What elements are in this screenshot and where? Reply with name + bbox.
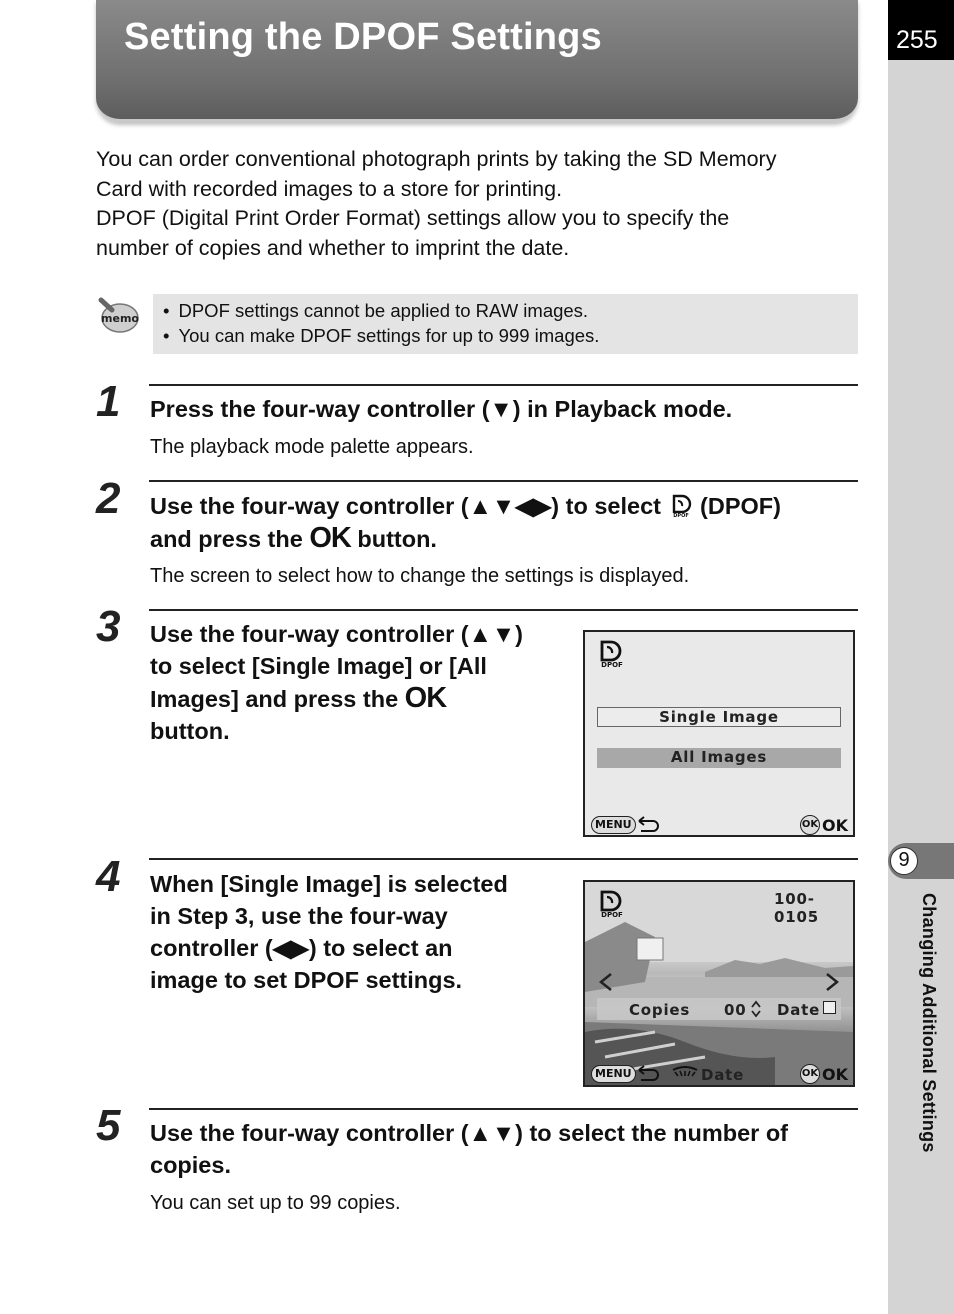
step-number: 5 (96, 1101, 121, 1150)
step-title-part: button. (357, 526, 437, 552)
step-title (150, 618, 570, 747)
memo-box (153, 294, 858, 354)
step-number: 3 (96, 602, 121, 651)
step-divider (149, 1108, 858, 1110)
step-title (150, 490, 860, 555)
menu-option-single-image[interactable]: Single Image (597, 707, 841, 727)
step-description: The screen to select how to change the settings is displayed. (150, 565, 690, 587)
step-title-part: (DPOF) (700, 493, 781, 519)
memo-item: • You can make DPOF settings for up to 999 images. (163, 323, 848, 348)
chapter-number: 9 (890, 847, 918, 875)
date-checkbox[interactable] (823, 1001, 836, 1014)
step-title (150, 868, 570, 996)
dpof-icon (597, 890, 627, 918)
file-number: 100-0105 (774, 890, 819, 926)
dial-date-label: Date (701, 1066, 745, 1084)
chevron-right-icon[interactable] (823, 972, 841, 992)
step-title-part: Use the four-way controller (▲▼◀▶) to select (150, 493, 661, 519)
step-title-line: Use the four-way controller (▲▼) (150, 621, 523, 647)
copies-label: Copies (629, 1001, 691, 1019)
chapter-title: Changing Additional Settings (919, 893, 939, 1153)
step-divider (149, 858, 858, 860)
intro-line: number of copies and whether to imprint the date. (96, 235, 570, 260)
step-divider (149, 480, 858, 482)
e-dial-icon (671, 1066, 699, 1082)
step-number: 1 (96, 377, 121, 426)
step-title-line: button. (150, 718, 230, 744)
step-title-line: copies. (150, 1152, 231, 1178)
dpof-icon (668, 492, 694, 518)
memo-icon (98, 296, 140, 336)
step-title: Press the four-way controller (▼) in Playback mode. (150, 396, 733, 422)
ok-icon: OK (800, 1064, 820, 1084)
step-description: You can set up to 99 copies. (150, 1192, 401, 1214)
step-title (150, 1117, 860, 1181)
memo-icon-label: memo (101, 312, 139, 325)
step-title-line: in Step 3, use the four-way (150, 903, 448, 929)
dpof-icon-label: DPOF (601, 661, 623, 668)
camera-screen-dpof-single (583, 880, 855, 1087)
date-label: Date (777, 1001, 821, 1019)
step-title-line: When [Single Image] is selected (150, 871, 508, 897)
intro-text (96, 145, 866, 263)
ok-label: OK (822, 1065, 848, 1084)
copies-value[interactable]: 00 (724, 1001, 747, 1019)
step-divider (149, 384, 858, 386)
dpof-icon (597, 640, 627, 668)
intro-line: DPOF (Digital Print Order Format) settings allow you to specify the (96, 206, 730, 230)
step-title-line: controller (◀▶) to select an (150, 935, 453, 961)
dpof-icon-label: DPOF (601, 911, 623, 918)
step-number: 4 (96, 852, 121, 901)
ok-icon: OK (800, 815, 820, 835)
step-title-part: and press the (150, 526, 303, 552)
step-number: 2 (96, 474, 121, 523)
page-title: Setting the DPOF Settings (124, 16, 602, 58)
menu-option-all-images[interactable]: All Images (597, 748, 841, 768)
camera-screen-dpof-menu (583, 630, 855, 837)
back-arrow-icon (635, 815, 663, 833)
memo-item: • DPOF settings cannot be applied to RAW images. (163, 298, 848, 323)
dpof-icon-label: DPOF (672, 513, 689, 518)
intro-line: Card with recorded images to a store for printing. (96, 176, 563, 201)
chevron-left-icon[interactable] (597, 972, 615, 992)
step-title-line-with-ok (150, 682, 570, 715)
page-number: 255 (896, 26, 938, 54)
step-title-line: image to set DPOF settings. (150, 967, 463, 993)
ok-button-icon: OK (309, 522, 351, 554)
menu-button-icon: MENU (591, 1065, 636, 1083)
step-title-line: Use the four-way controller (▲▼) to select the number of (150, 1120, 789, 1146)
ok-label: OK (822, 816, 848, 835)
up-down-arrows-icon (750, 999, 762, 1019)
step-title-line: to select [Single Image] or [All (150, 653, 487, 679)
ok-button-icon: OK (404, 682, 447, 714)
menu-button-icon: MENU (591, 816, 636, 834)
intro-line: You can order conventional photograph prints by taking the SD Memory (96, 147, 777, 171)
step-divider (149, 609, 858, 611)
step-description: The playback mode palette appears. (150, 436, 474, 458)
step-title-part: Images] and press the (150, 686, 399, 712)
back-arrow-icon (635, 1064, 663, 1082)
